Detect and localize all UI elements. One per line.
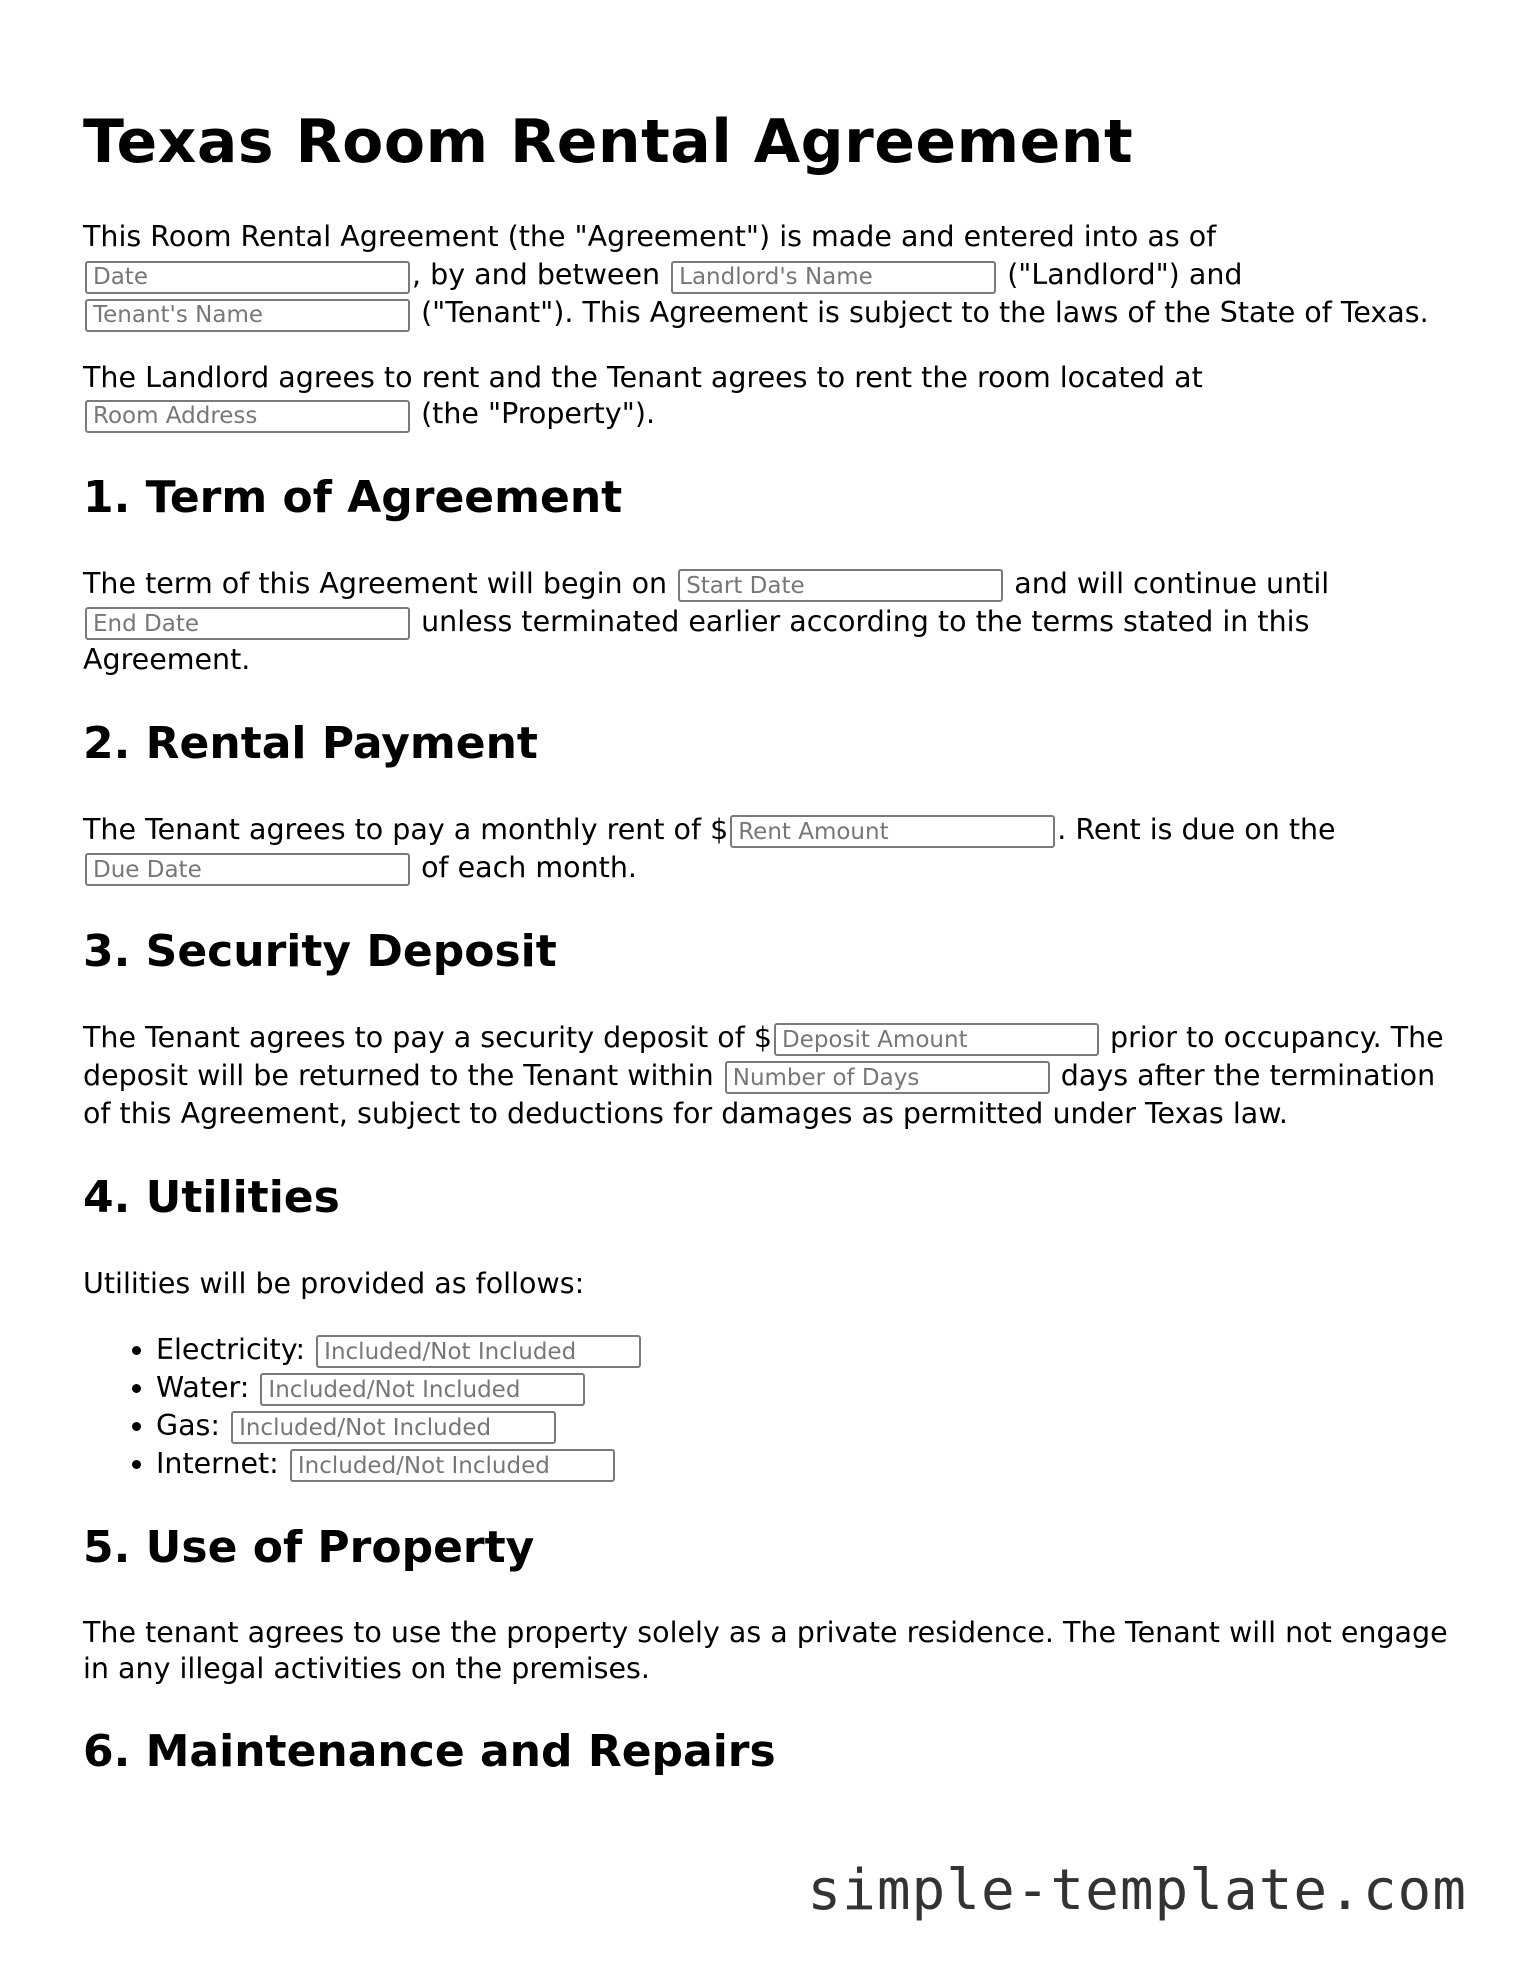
list-item xyxy=(156,1331,1453,1369)
internet-input[interactable] xyxy=(290,1449,615,1482)
property-text-1: The Landlord agrees to rent and the Tenant agrees to rent the room located at xyxy=(83,361,1203,394)
due-date-input[interactable] xyxy=(85,853,410,886)
list-item xyxy=(156,1369,1453,1407)
start-date-input[interactable] xyxy=(678,569,1003,602)
property-paragraph xyxy=(83,360,1453,433)
deposit-text-3: days after the termination of this Agreement, subject to deductions for damages as permitted under Texas law. xyxy=(83,1058,1436,1130)
water-input[interactable] xyxy=(260,1373,585,1406)
rent-text-2: . Rent is due on the xyxy=(1057,812,1336,846)
utility-label-electricity: Electricity: xyxy=(156,1332,306,1366)
electricity-input[interactable] xyxy=(316,1335,641,1368)
room-address-input[interactable] xyxy=(85,400,410,433)
document-page xyxy=(83,96,1453,1819)
utility-label-internet: Internet: xyxy=(156,1446,279,1480)
term-text-2: and will continue until xyxy=(1014,566,1330,600)
section-4-heading: 4. Utilities xyxy=(83,1171,340,1223)
utility-label-water: Water: xyxy=(156,1370,250,1404)
deposit-amount-input[interactable] xyxy=(774,1023,1099,1056)
section-6-heading: 6. Maintenance and Repairs xyxy=(83,1725,776,1777)
term-text-3: unless terminated earlier according to the terms stated in this Agreement. xyxy=(83,604,1310,676)
utilities-intro: Utilities will be provided as follows: xyxy=(83,1266,585,1300)
site-watermark: simple-template.com xyxy=(807,1858,1467,1923)
document-title: Texas Room Rental Agreement xyxy=(83,107,1134,177)
deposit-text-2: prior to occupancy. The deposit will be returned to the Tenant within xyxy=(83,1020,1444,1092)
date-input[interactable] xyxy=(85,261,410,294)
use-of-property-paragraph: The tenant agrees to use the property solely as a private residence. The Tenant will not engage in any illegal activities on the premises. xyxy=(83,1615,1448,1685)
term-text-1: The term of this Agreement will begin on xyxy=(83,566,668,600)
gas-input[interactable] xyxy=(231,1411,556,1444)
intro-text-1: This Room Rental Agreement (the "Agreement") is made and entered into as of xyxy=(83,220,1217,253)
utility-label-gas: Gas: xyxy=(156,1408,220,1442)
list-item xyxy=(156,1445,1453,1483)
tenant-name-input[interactable] xyxy=(85,299,410,332)
rent-text-3: of each month. xyxy=(421,850,637,884)
number-of-days-input[interactable] xyxy=(725,1061,1050,1094)
section-5-heading: 5. Use of Property xyxy=(83,1521,535,1573)
intro-text-3: ("Landlord") and xyxy=(1007,258,1243,291)
section-3-heading: 3. Security Deposit xyxy=(83,925,557,977)
list-item xyxy=(156,1407,1453,1445)
end-date-input[interactable] xyxy=(85,607,410,640)
intro-text-2: , by and between xyxy=(412,258,661,291)
utilities-list xyxy=(83,1331,1453,1483)
landlord-name-input[interactable] xyxy=(671,261,996,294)
term-paragraph xyxy=(83,565,1453,679)
rent-amount-input[interactable] xyxy=(730,815,1055,848)
property-text-2: (the "Property"). xyxy=(421,397,656,430)
section-1-heading: 1. Term of Agreement xyxy=(83,471,623,523)
intro-paragraph xyxy=(83,218,1453,332)
intro-text-4: ("Tenant"). This Agreement is subject to the laws of the State of Texas. xyxy=(421,296,1429,329)
section-2-heading: 2. Rental Payment xyxy=(83,717,538,769)
rent-text-1: The Tenant agrees to pay a monthly rent of $ xyxy=(83,812,729,846)
deposit-text-1: The Tenant agrees to pay a security deposit of $ xyxy=(83,1020,772,1054)
rent-paragraph xyxy=(83,811,1453,887)
deposit-paragraph xyxy=(83,1019,1453,1133)
